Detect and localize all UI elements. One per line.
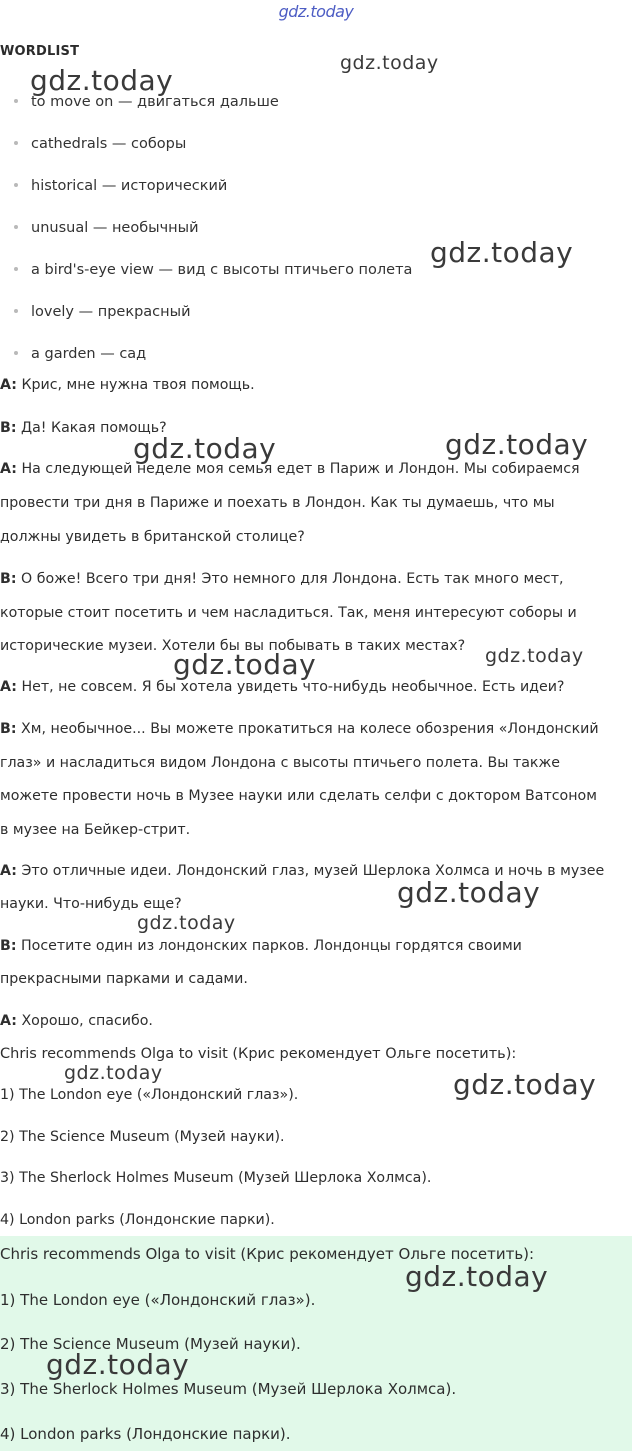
speaker-label: A:: [0, 863, 17, 879]
bullet-icon: [14, 267, 18, 271]
dialogue-text: Хм, необычное... Вы можете прокатиться на колесе обозрения «Лондонский: [21, 721, 599, 737]
speaker-label: B:: [0, 571, 17, 587]
dialogue-line: [0, 1013, 153, 1029]
wordlist-item-text: a garden — сад: [31, 346, 147, 362]
site-logo[interactable]: gdz.today: [278, 2, 354, 21]
answer-heading: Chris recommends Olga to visit (Крис рекомендует Ольге посетить):: [0, 1245, 535, 1263]
speaker-label: B:: [0, 721, 17, 737]
watermark: gdz.today: [46, 1348, 190, 1381]
dialogue-line: [0, 938, 522, 954]
dialogue-continuation: прекрасными парками и садами.: [0, 971, 248, 987]
bullet-icon: [14, 99, 18, 103]
list-item: [14, 220, 199, 236]
speaker-label: A:: [0, 461, 17, 477]
watermark: gdz.today: [445, 428, 589, 461]
speaker-label: A:: [0, 377, 17, 393]
dialogue-line: [0, 571, 564, 587]
dialogue-continuation: в музее на Бейкер-стрит.: [0, 822, 191, 838]
bullet-icon: [14, 225, 18, 229]
watermark: gdz.today: [133, 432, 277, 465]
dialogue-continuation: науки. Что-нибудь еще?: [0, 896, 182, 912]
speaker-label: A:: [0, 679, 17, 695]
dialogue-continuation: можете провести ночь в Музее науки или сделать селфи с доктором Ватсоном: [0, 788, 597, 804]
list-item: 3) The Sherlock Holmes Museum (Музей Шерлока Холмса).: [0, 1170, 432, 1186]
bullet-icon: [14, 309, 18, 313]
dialogue-text: О боже! Всего три дня! Это немного для Лондона. Есть так много мест,: [21, 571, 564, 587]
wordlist-item-text: historical — исторический: [31, 178, 228, 194]
recommend-heading: Chris recommends Olga to visit (Крис рекомендует Ольге посетить):: [0, 1046, 517, 1062]
watermark: gdz.today: [430, 236, 574, 269]
dialogue-continuation: глаз» и насладиться видом Лондона с высоты птичьего полета. Вы также: [0, 755, 561, 771]
list-item: [14, 262, 412, 278]
watermark: gdz.today: [64, 1062, 163, 1084]
dialogue-text: Это отличные идеи. Лондонский глаз, музей Шерлока Холмса и ночь в музее: [21, 863, 605, 879]
dialogue-line: [0, 377, 255, 393]
bullet-icon: [14, 141, 18, 145]
list-item: [14, 178, 227, 194]
watermark: gdz.today: [30, 64, 174, 97]
list-item: [14, 346, 146, 362]
dialogue-continuation: которые стоит посетить и чем насладиться. Так, меня интересуют соборы и: [0, 605, 577, 621]
watermark: gdz.today: [397, 876, 541, 909]
list-item: 4) London parks (Лондонские парки).: [0, 1212, 275, 1228]
watermark: gdz.today: [453, 1068, 597, 1101]
dialogue-text: Хорошо, спасибо.: [21, 1013, 153, 1029]
wordlist-item-text: to move on — двигаться дальше: [31, 94, 279, 110]
wordlist-item-text: lovely — прекрасный: [31, 304, 191, 320]
list-item: 2) The Science Museum (Музей науки).: [0, 1129, 285, 1145]
watermark: gdz.today: [340, 52, 439, 74]
wordlist-item-text: unusual — необычный: [31, 220, 199, 236]
watermark: gdz.today: [405, 1260, 549, 1293]
dialogue-text: На следующей неделе моя семья едет в Париж и Лондон. Мы собираемся: [21, 461, 580, 477]
watermark: gdz.today: [485, 645, 584, 667]
watermark: gdz.today: [137, 912, 236, 934]
speaker-label: B:: [0, 938, 17, 954]
list-item: 1) The London eye («Лондонский глаз»).: [0, 1087, 299, 1103]
dialogue-text: Крис, мне нужна твоя помощь.: [21, 377, 255, 393]
list-item: [14, 136, 186, 152]
wordlist-item-text: a bird's-eye view — вид с высоты птичьего полета: [31, 262, 413, 278]
dialogue-line: [0, 679, 564, 695]
speaker-label: A:: [0, 1013, 17, 1029]
list-item: [14, 304, 191, 320]
answer-item: 4) London parks (Лондонские парки).: [0, 1425, 291, 1443]
answer-item: 2) The Science Museum (Музей науки).: [0, 1335, 301, 1353]
answer-item: 1) The London eye («Лондонский глаз»).: [0, 1291, 316, 1309]
dialogue-continuation: должны увидеть в британской столице?: [0, 529, 305, 545]
speaker-label: B:: [0, 420, 17, 436]
dialogue-line: [0, 721, 599, 737]
bullet-icon: [14, 183, 18, 187]
wordlist-title: WORDLIST: [0, 44, 80, 59]
dialogue-continuation: провести три дня в Париже и поехать в Лондон. Как ты думаешь, что мы: [0, 495, 555, 511]
answer-item: 3) The Sherlock Holmes Museum (Музей Шерлока Холмса).: [0, 1380, 457, 1398]
dialogue-text: Да! Какая помощь?: [21, 420, 167, 436]
dialogue-continuation: исторические музеи. Хотели бы вы побывать в таких местах?: [0, 638, 466, 654]
dialogue-text: Посетите один из лондонских парков. Лондонцы гордятся своими: [21, 938, 522, 954]
bullet-icon: [14, 351, 18, 355]
dialogue-line: [0, 461, 580, 477]
dialogue-text: Нет, не совсем. Я бы хотела увидеть что-нибудь необычное. Есть идеи?: [21, 679, 565, 695]
wordlist-item-text: cathedrals — соборы: [31, 136, 187, 152]
watermark: gdz.today: [173, 648, 317, 681]
